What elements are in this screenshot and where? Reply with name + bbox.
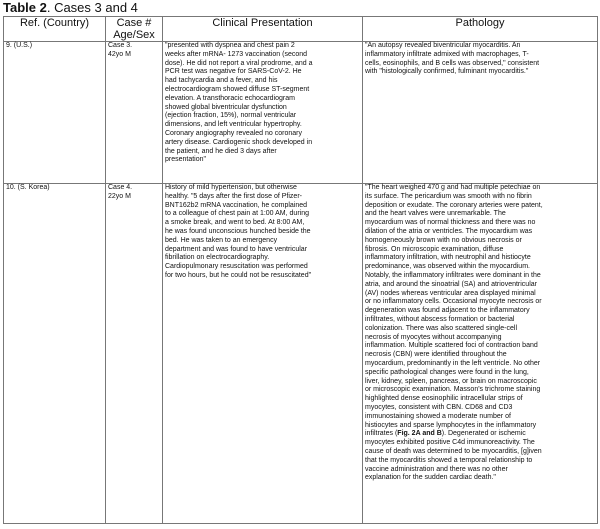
header-pathology: Pathology bbox=[363, 17, 598, 42]
cell-case: Case 3. 42yo M bbox=[106, 42, 163, 184]
caption-label: Table 2 bbox=[3, 0, 47, 15]
cell-ref: 9. (U.S.) bbox=[4, 42, 106, 184]
cell-ref: 10. (S. Korea) bbox=[4, 184, 106, 524]
header-case-age-sex: Case # Age/Sex bbox=[106, 17, 163, 42]
table-caption bbox=[3, 0, 138, 16]
cell-clinical: "presented with dyspnea and chest pain 2 weeks after mRNA- 1273 vaccination (second dose). He did not report a viral prodrome, and a PCR test was negative for SARS-CoV-2. He had tachycardia and a fever, and his electrocardiogram showed diffuse ST-segment elevation. A transthoracic echocardiogram showed global biventricular dysfunction (ejection fraction, 15%), normal ventricular dimensions, and left ventricular hypertrophy. Coronary angiography revealed no coronary artery disease. Cardiogenic shock developed in the patient, and he died 3 days after presentation" bbox=[163, 42, 363, 184]
pathology-text-before: "The heart weighed 470 g and had multiple petechiae on its surface. The pericardium was smooth with no fibrin deposition or exudate. The coronary arteries were patent, and the heart valves were unremarkable. The myocardium was of normal thickness and there was no dilation of the atria or ventricles. The myocardium was homogeneously brown with no obvious necrosis or fibrosis. On microscopic examination, diffuse inflammatory infiltration, with neutrophil and histiocyte predominance, was observed within the myocardium. Notably, the inflammatory infiltrates were dominant in the atria, and around the sinoatrial (SA) and atrioventricular (AV) nodes whereas ventricular area displayed minimal or no inflammatory cells. Occasional myocyte necrosis or degeneration was found adjacent to the inflammatory infiltrates, without abscess formation or bacterial colonization. There was also scattered single-cell necrosis of myocytes without accompanying inflammation. Multiple scattered foci of contraction band necrosis (CBN) were identified throughout the myocardium, predominantly in the left ventricle. No other specific pathological changes were found in the lung, liver, kidney, spleen, pancreas, or brain on macroscopic or microscopic examination. Masson's trichrome staining highlighted dense eosinophilic intracellular strips of myocytes, consistent with CBN. CD68 and CD3 immunostaining showed a moderate number of histiocytes and sparse lymphocytes in the inflammatory infiltrates ( bbox=[365, 184, 543, 438]
cases-table bbox=[3, 16, 598, 524]
caption-text: . Cases 3 and 4 bbox=[46, 0, 138, 15]
header-clinical-presentation: Clinical Presentation bbox=[163, 17, 363, 42]
pathology-text-after: ). Degenerated or ischemic myocytes exhibited positive C4d immunoreactivity. The cause of death was determined to be myocarditis, [g]iven that the myocarditis showed a temporal relationship to vaccine administration and there was no other explanation for the sudden cardiac death." bbox=[365, 430, 542, 482]
cell-clinical: History of mild hypertension, but otherwise healthy. "5 days after the first dose of Pfizer- BNT162b2 mRNA vaccination, he complained to a colleague of chest pain at 1:00 AM, during a smoke break, and went to bed. At 8:00 AM, he was found unconscious hunched beside the bed. He was taken to an emergency department and was found to have ventricular fibrillation on electrocardiography. Cardiopulmonary resuscitation was performed for two hours, but he could not be resuscitated" bbox=[163, 184, 363, 524]
cell-case: Case 4. 22yo M bbox=[106, 184, 163, 524]
cell-pathology bbox=[363, 184, 598, 524]
table-row bbox=[4, 42, 598, 184]
figure-reference: Fig. 2A and B bbox=[397, 430, 442, 438]
header-row bbox=[4, 17, 598, 42]
table-row bbox=[4, 184, 598, 524]
header-ref-country: Ref. (Country) bbox=[4, 17, 106, 42]
cell-pathology: "An autopsy revealed biventricular myocarditis. An inflammatory infiltrate admixed with macrophages, T- cells, eosinophils, and B cells was observed," consistent with "histologically confirmed, fulminant myocarditis." bbox=[363, 42, 598, 184]
